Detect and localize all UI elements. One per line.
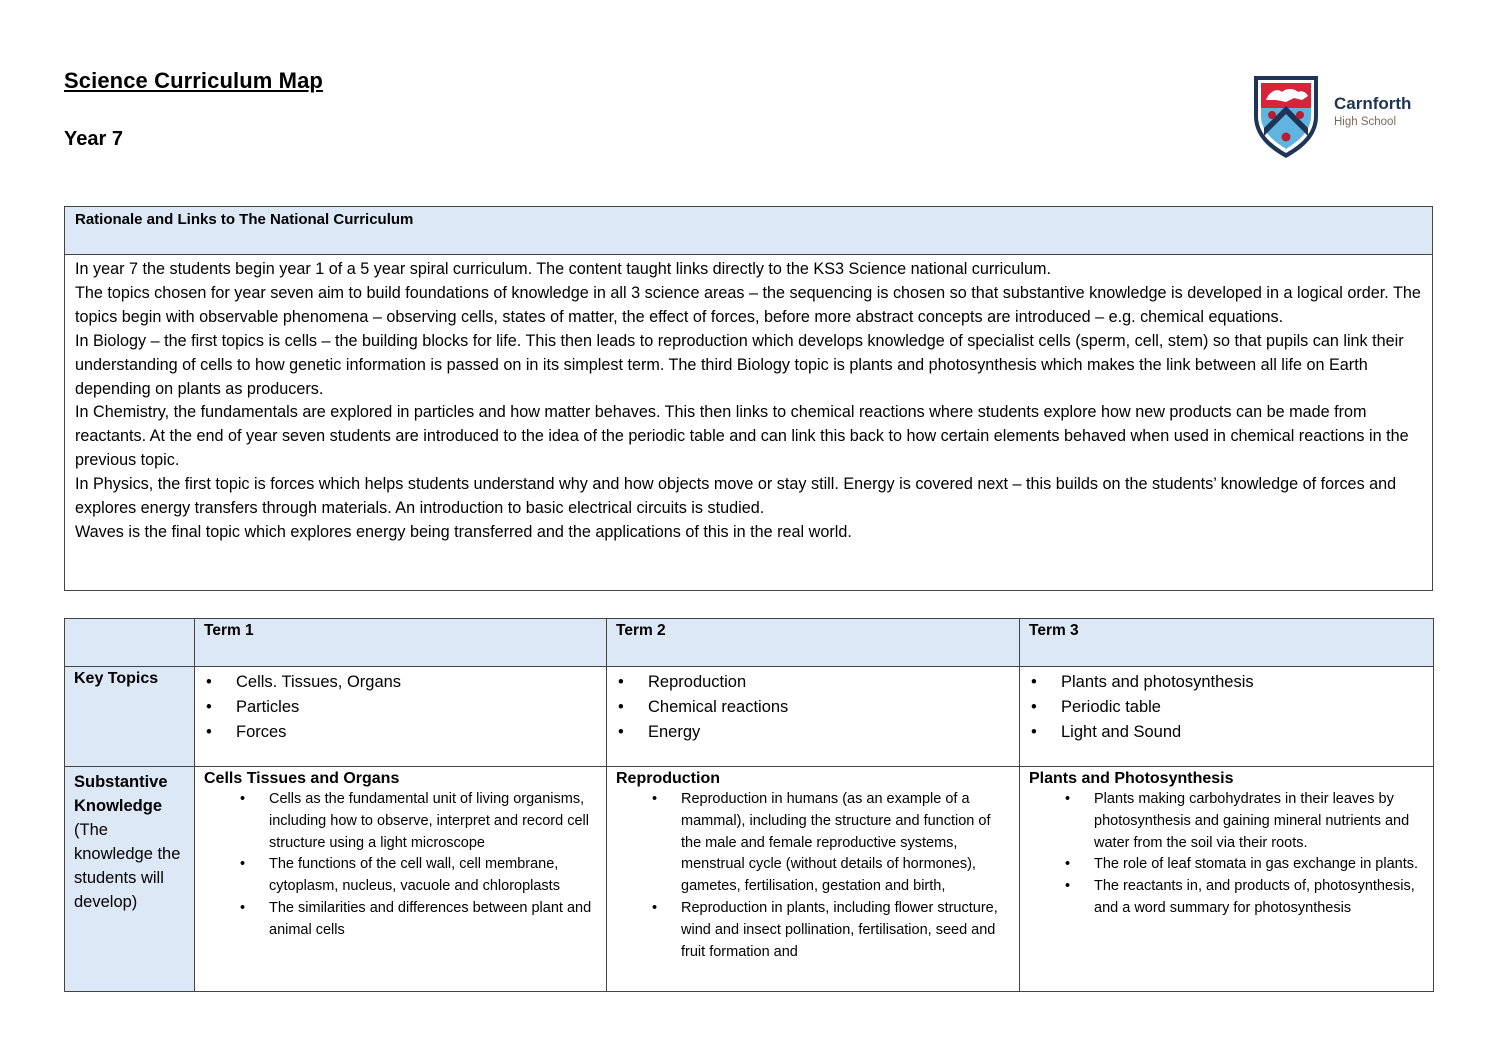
topic-item: • Light and Sound (1029, 720, 1424, 745)
rationale-paragraph: Waves is the final topic which explores energy being transferred and the applications of this in the real world. (75, 522, 852, 541)
knowledge-item: • The similarities and differences between plant and animal cells (204, 898, 597, 942)
page-title: Science Curriculum Map (64, 68, 323, 93)
substantive-knowledge-label (65, 767, 195, 992)
rationale-paragraph: In Chemistry, the fundamentals are explored in particles and how matter behaves. This then links to chemical reactions where students explore how new products can be made from reactants. At the end of year seven students are introduced to the idea of the periodic table and can link this back to how certain elements behaved when used in chemical reactions in the previous topic. (75, 403, 1409, 470)
key-topics-cell (607, 667, 1020, 767)
topic-item: • Chemical reactions (616, 695, 1010, 720)
topic-item: • Plants and photosynthesis (1029, 670, 1424, 695)
school-logo (1250, 70, 1430, 160)
substantive-label-sub: (The knowledge the students will develop) (74, 821, 181, 911)
rationale-heading: Rationale and Links to The National Curriculum (65, 207, 1432, 255)
substantive-cell (195, 767, 607, 992)
substantive-label-main: Substantive Knowledge (74, 773, 168, 815)
school-crest-icon (1250, 70, 1322, 160)
rationale-paragraph: In year 7 the students begin year 1 of a 5 year spiral curriculum. The content taught links directly to the KS3 Science national curriculum. (75, 260, 1051, 278)
rationale-box (64, 206, 1433, 591)
topic-item: • Periodic table (1029, 695, 1424, 720)
term-header: Term 3 (1020, 619, 1434, 667)
substantive-cell (1020, 767, 1434, 992)
term-header: Term 2 (607, 619, 1020, 667)
topic-item: • Reproduction (616, 670, 1010, 695)
key-topics-cell (1020, 667, 1434, 767)
topic-item: • Cells. Tissues, Organs (204, 670, 597, 695)
substantive-heading: Plants and Photosynthesis (1029, 770, 1234, 787)
rationale-paragraph: In Biology – the first topics is cells – the building blocks for life. This then leads to reproduction which develops knowledge of specialist cells (sperm, cell, stem) so that pupils can link their understanding of cells to how genetic information is passed on in its simplest term. The third Biology topic is plants and photosynthesis which makes the link between all life on Earth depending on plants as producers. (75, 331, 1404, 398)
topic-item: • Particles (204, 695, 597, 720)
key-topics-row (65, 667, 1434, 767)
topic-item: • Energy (616, 720, 1010, 745)
school-subtitle: High School (1334, 116, 1397, 128)
knowledge-item: • The reactants in, and products of, photosynthesis, and a word summary for photosynthesis (1029, 876, 1424, 920)
knowledge-item: • Plants making carbohydrates in their leaves by photosynthesis and gaining mineral nutrients and water from the soil via their roots. (1029, 789, 1424, 854)
substantive-heading: Reproduction (616, 770, 720, 787)
substantive-cell (607, 767, 1020, 992)
table-header-row (65, 619, 1434, 667)
knowledge-item: • Reproduction in humans (as an example of a mammal), including the structure and function of the male and female reproductive systems, menstrual cycle (without details of hormones), gametes, fertilisation, gestation and birth, (616, 789, 1010, 898)
rationale-body (65, 255, 1432, 590)
header-blank-cell (65, 619, 195, 667)
key-topics-cell (195, 667, 607, 767)
substantive-heading: Cells Tissues and Organs (204, 770, 400, 787)
knowledge-item: • Cells as the fundamental unit of living organisms, including how to observe, interpret and record cell structure using a light microscope (204, 789, 597, 854)
year-heading: Year 7 (64, 128, 123, 150)
knowledge-item: • Reproduction in plants, including flower structure, wind and insect pollination, fertilisation, seed and fruit formation and (616, 898, 1010, 963)
school-name: Carnforth (1334, 94, 1412, 113)
rationale-paragraph: In Physics, the first topic is forces which helps students understand why and how objects move or stay still. Energy is covered next – this builds on the students’ knowledge of forces and explores energy transfers through materials. An introduction to basic electrical circuits is studied. (75, 475, 1397, 518)
substantive-knowledge-row (65, 767, 1434, 992)
rationale-paragraph: The topics chosen for year seven aim to build foundations of knowledge in all 3 science areas – the sequencing is chosen so that substantive knowledge is developed in a logical order. The topics begin with observable phenomena – observing cells, states of matter, the effect of forces, before more abstract concepts are introduced – e.g. chemical equations. (75, 283, 1421, 326)
knowledge-item: • The functions of the cell wall, cell membrane, cytoplasm, nucleus, vacuole and chloroplasts (204, 854, 597, 898)
term-header: Term 1 (195, 619, 607, 667)
curriculum-table (64, 618, 1434, 992)
knowledge-item: • The role of leaf stomata in gas exchange in plants. (1029, 854, 1424, 876)
topic-item: • Forces (204, 720, 597, 745)
key-topics-label: Key Topics (65, 667, 195, 767)
